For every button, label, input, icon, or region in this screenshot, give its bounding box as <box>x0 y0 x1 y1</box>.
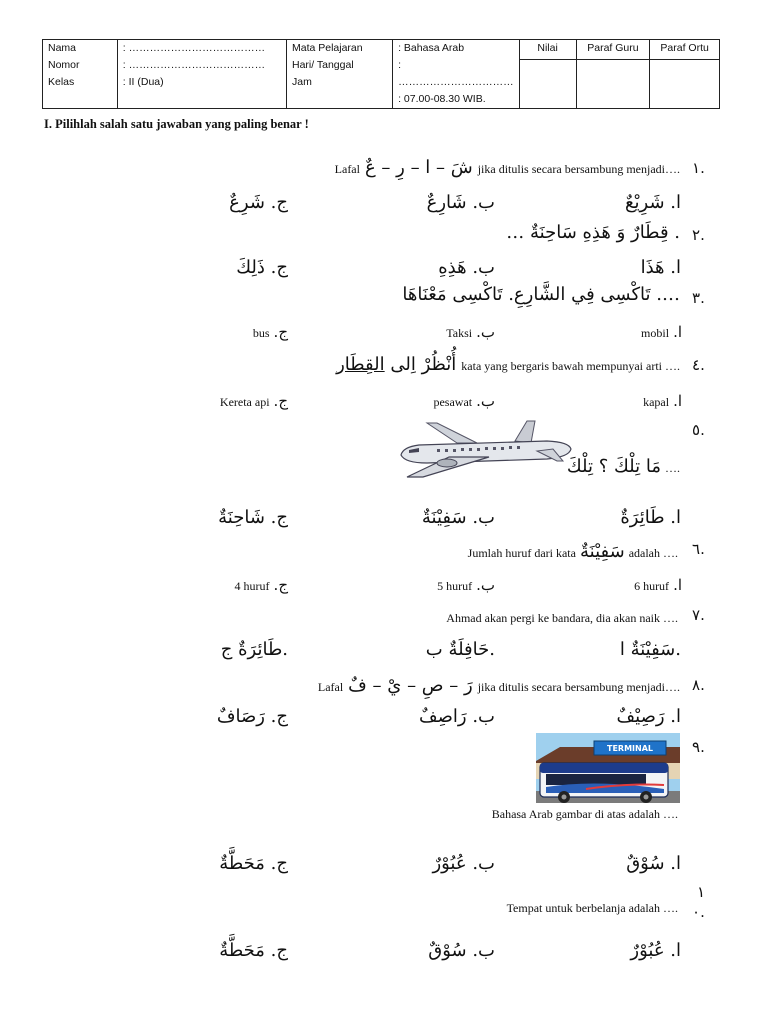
nomor-field[interactable]: : ………………………………… <box>122 59 266 71</box>
q7-prompt: Ahmad akan pergi ke bandara, dia akan naik …. <box>446 611 678 625</box>
q6-option-a-text: 6 huruf <box>634 579 670 593</box>
q6-option-c-letter: ج. <box>273 576 288 594</box>
nilai-label: Nilai <box>537 42 558 54</box>
q3-option-c-letter: ج. <box>273 323 288 341</box>
airplane-icon <box>397 417 573 479</box>
q6-text-pre: Jumlah huruf dari kata <box>467 546 576 560</box>
info-labels-cell <box>43 40 118 109</box>
q5-prompt <box>567 456 680 477</box>
q4-prompt <box>336 354 680 375</box>
q4-option-a[interactable] <box>620 392 682 411</box>
hari-field[interactable]: : …………………………… <box>398 59 514 88</box>
q7-option-a[interactable]: .سَفِيْنَةٌ ا <box>619 639 681 660</box>
airplane-image <box>397 417 573 479</box>
q5-dots: …. <box>665 461 680 475</box>
q6-option-b-text: 5 huruf <box>437 579 473 593</box>
q4-text: kata yang bergaris bawah mempunyai arti …. <box>461 359 680 373</box>
q6-text-post: adalah …. <box>628 546 678 560</box>
jam-value: : 07.00-08.30 WIB. <box>398 93 486 105</box>
paraf-guru-label: Paraf Guru <box>587 42 639 54</box>
q8-letters: رَ – صِ – يْ – فٌ <box>348 675 473 696</box>
terminal-image <box>536 733 680 803</box>
q4-option-a-text: kapal <box>643 395 670 409</box>
q7-option-b[interactable]: .حَافِلَةٌ ب <box>425 639 495 660</box>
bus-terminal-icon <box>536 733 680 803</box>
q2-number: ٢. <box>692 226 705 244</box>
q4-option-c-letter: ج. <box>273 392 288 410</box>
paraf-ortu-label: Paraf Ortu <box>660 42 709 54</box>
q4-option-c-text: Kereta api <box>219 395 270 409</box>
instruction: I. Pilihlah salah satu jawaban yang paling benar ! <box>44 117 309 131</box>
q1-option-a[interactable]: ا. شَرِيْعٌ <box>624 192 681 213</box>
q3-option-a-letter: ا. <box>673 323 682 341</box>
q4-arabic <box>336 354 456 375</box>
jam-label: Jam <box>291 76 312 88</box>
info-values-cell <box>117 40 286 109</box>
q1-lafal: Lafal <box>334 162 360 176</box>
mapel-value: : Bahasa Arab <box>398 42 465 54</box>
q9-option-b[interactable]: ب. عُبُوْرٌ <box>432 853 495 874</box>
q4-underlined-word: القِطَار <box>336 354 385 375</box>
q4-arabic-pre: أُنْظُرْ اِلى <box>384 354 457 375</box>
q5-option-a[interactable]: ا. طَائِرَةٌ <box>620 507 681 528</box>
kelas-value: : II (Dua) <box>122 76 164 88</box>
q4-option-c[interactable] <box>195 392 288 411</box>
q9-option-c[interactable]: ج. مَحَطَّةٌ <box>219 853 288 874</box>
q6-option-a-letter: ا. <box>673 576 682 594</box>
q4-option-a-letter: ا. <box>673 392 682 410</box>
q2-option-c[interactable]: ج. ذَلِكَ <box>236 257 288 278</box>
q5-option-b[interactable]: ب. سَفِيْنَةٌ <box>421 507 495 528</box>
q6-option-b-letter: ب. <box>476 576 495 594</box>
paraf-guru-cell <box>576 40 650 109</box>
q6-option-b[interactable] <box>410 576 495 595</box>
q9-number: ٩. <box>692 738 705 756</box>
q3-option-a-text: mobil <box>641 326 670 340</box>
q3-prompt: …. تَاكْسِى فِي الشَّارِعِ. تَاكْسِى مَعْنَاهَا <box>402 284 680 305</box>
hari-label: Hari/ Tanggal <box>291 59 354 71</box>
q6-option-c-text: 4 huruf <box>234 579 270 593</box>
score-header-divider <box>519 59 720 60</box>
q9-prompt: Bahasa Arab gambar di atas adalah …. <box>491 807 678 821</box>
q3-option-c[interactable] <box>230 323 288 342</box>
student-info-table <box>42 39 720 109</box>
kelas-label: Kelas <box>48 76 75 88</box>
subject-values-cell <box>393 40 520 109</box>
q3-option-b-letter: ب. <box>476 323 495 341</box>
q5-number: ٥. <box>692 421 705 439</box>
q6-number: ٦. <box>692 540 705 558</box>
q10-number-bottom: ٠. <box>692 903 705 921</box>
q4-number: ٤. <box>692 356 705 374</box>
q7-number: ٧. <box>692 606 705 624</box>
q6-option-c[interactable] <box>210 576 288 595</box>
q8-text: jika ditulis secara bersambung menjadi…. <box>477 680 680 694</box>
q2-prompt: . قِطَارٌ وَ هَذِهِ سَاحِنَةٌ … <box>506 222 680 243</box>
mapel-label: Mata Pelajaran <box>291 42 363 54</box>
subject-labels-cell <box>286 40 392 109</box>
q9-option-a[interactable]: ا. سُوْقٌ <box>626 853 681 874</box>
q1-option-b[interactable]: ب. شَارِعٌ <box>426 192 495 213</box>
q2-option-b[interactable]: ب. هَذِهِ <box>438 257 495 278</box>
q1-prompt <box>335 157 680 178</box>
q4-option-b-text: pesawat <box>433 395 473 409</box>
q8-option-b[interactable]: ب. رَاصِفٌ <box>419 706 495 727</box>
q10-option-a[interactable]: ا. عُبُوْرٌ <box>630 940 681 961</box>
nama-label: Nama <box>48 42 77 54</box>
q3-option-c-text: bus <box>252 326 270 340</box>
q3-option-b-text: Taksi <box>446 326 473 340</box>
nama-field[interactable]: : ………………………………… <box>122 42 266 54</box>
nomor-label: Nomor <box>48 59 80 71</box>
q6-option-a[interactable] <box>605 576 682 595</box>
q5-option-c[interactable]: ج. شَاحِنَةٌ <box>218 507 288 528</box>
q7-option-c[interactable]: .طَائِرَةٌ ج <box>220 639 288 660</box>
q4-option-b[interactable] <box>410 392 495 411</box>
q8-number: ٨. <box>692 676 705 694</box>
q10-option-c[interactable]: ج. مَحَطَّةٌ <box>219 940 288 961</box>
q6-prompt <box>468 541 678 562</box>
q5-text: مَا تِلْكَ ؟ تِلْكَ <box>566 456 661 477</box>
q2-option-a[interactable]: ا. هَذَا <box>640 257 681 278</box>
q6-word: سَفِيْنَةٌ <box>579 541 625 562</box>
q8-option-c[interactable]: ج. رَصَافٌ <box>216 706 288 727</box>
q3-option-b[interactable] <box>420 323 495 342</box>
q1-number: ١. <box>692 159 705 177</box>
q10-option-b[interactable]: ب. سُوْقٌ <box>428 940 495 961</box>
q8-prompt <box>318 675 680 696</box>
q8-lafal: Lafal <box>317 680 344 694</box>
q3-option-a[interactable] <box>620 323 682 342</box>
q1-text: jika ditulis secara bersambung menjadi…. <box>477 162 680 176</box>
q4-option-b-letter: ب. <box>476 392 495 410</box>
nilai-cell <box>519 40 576 109</box>
q3-number: ٣. <box>692 289 705 307</box>
q10-prompt: Tempat untuk berbelanja adalah …. <box>506 901 678 915</box>
q8-option-a[interactable]: ا. رَصِيْفٌ <box>616 706 681 727</box>
q1-letters: شَ – ا – رِ – عٌ <box>364 157 473 178</box>
paraf-ortu-cell <box>650 40 720 109</box>
q10-number-top: ١ <box>697 883 706 901</box>
terminal-sign-text: TERMINAL <box>606 744 654 753</box>
q1-option-c[interactable]: ج. شَرِعٌ <box>229 192 288 213</box>
